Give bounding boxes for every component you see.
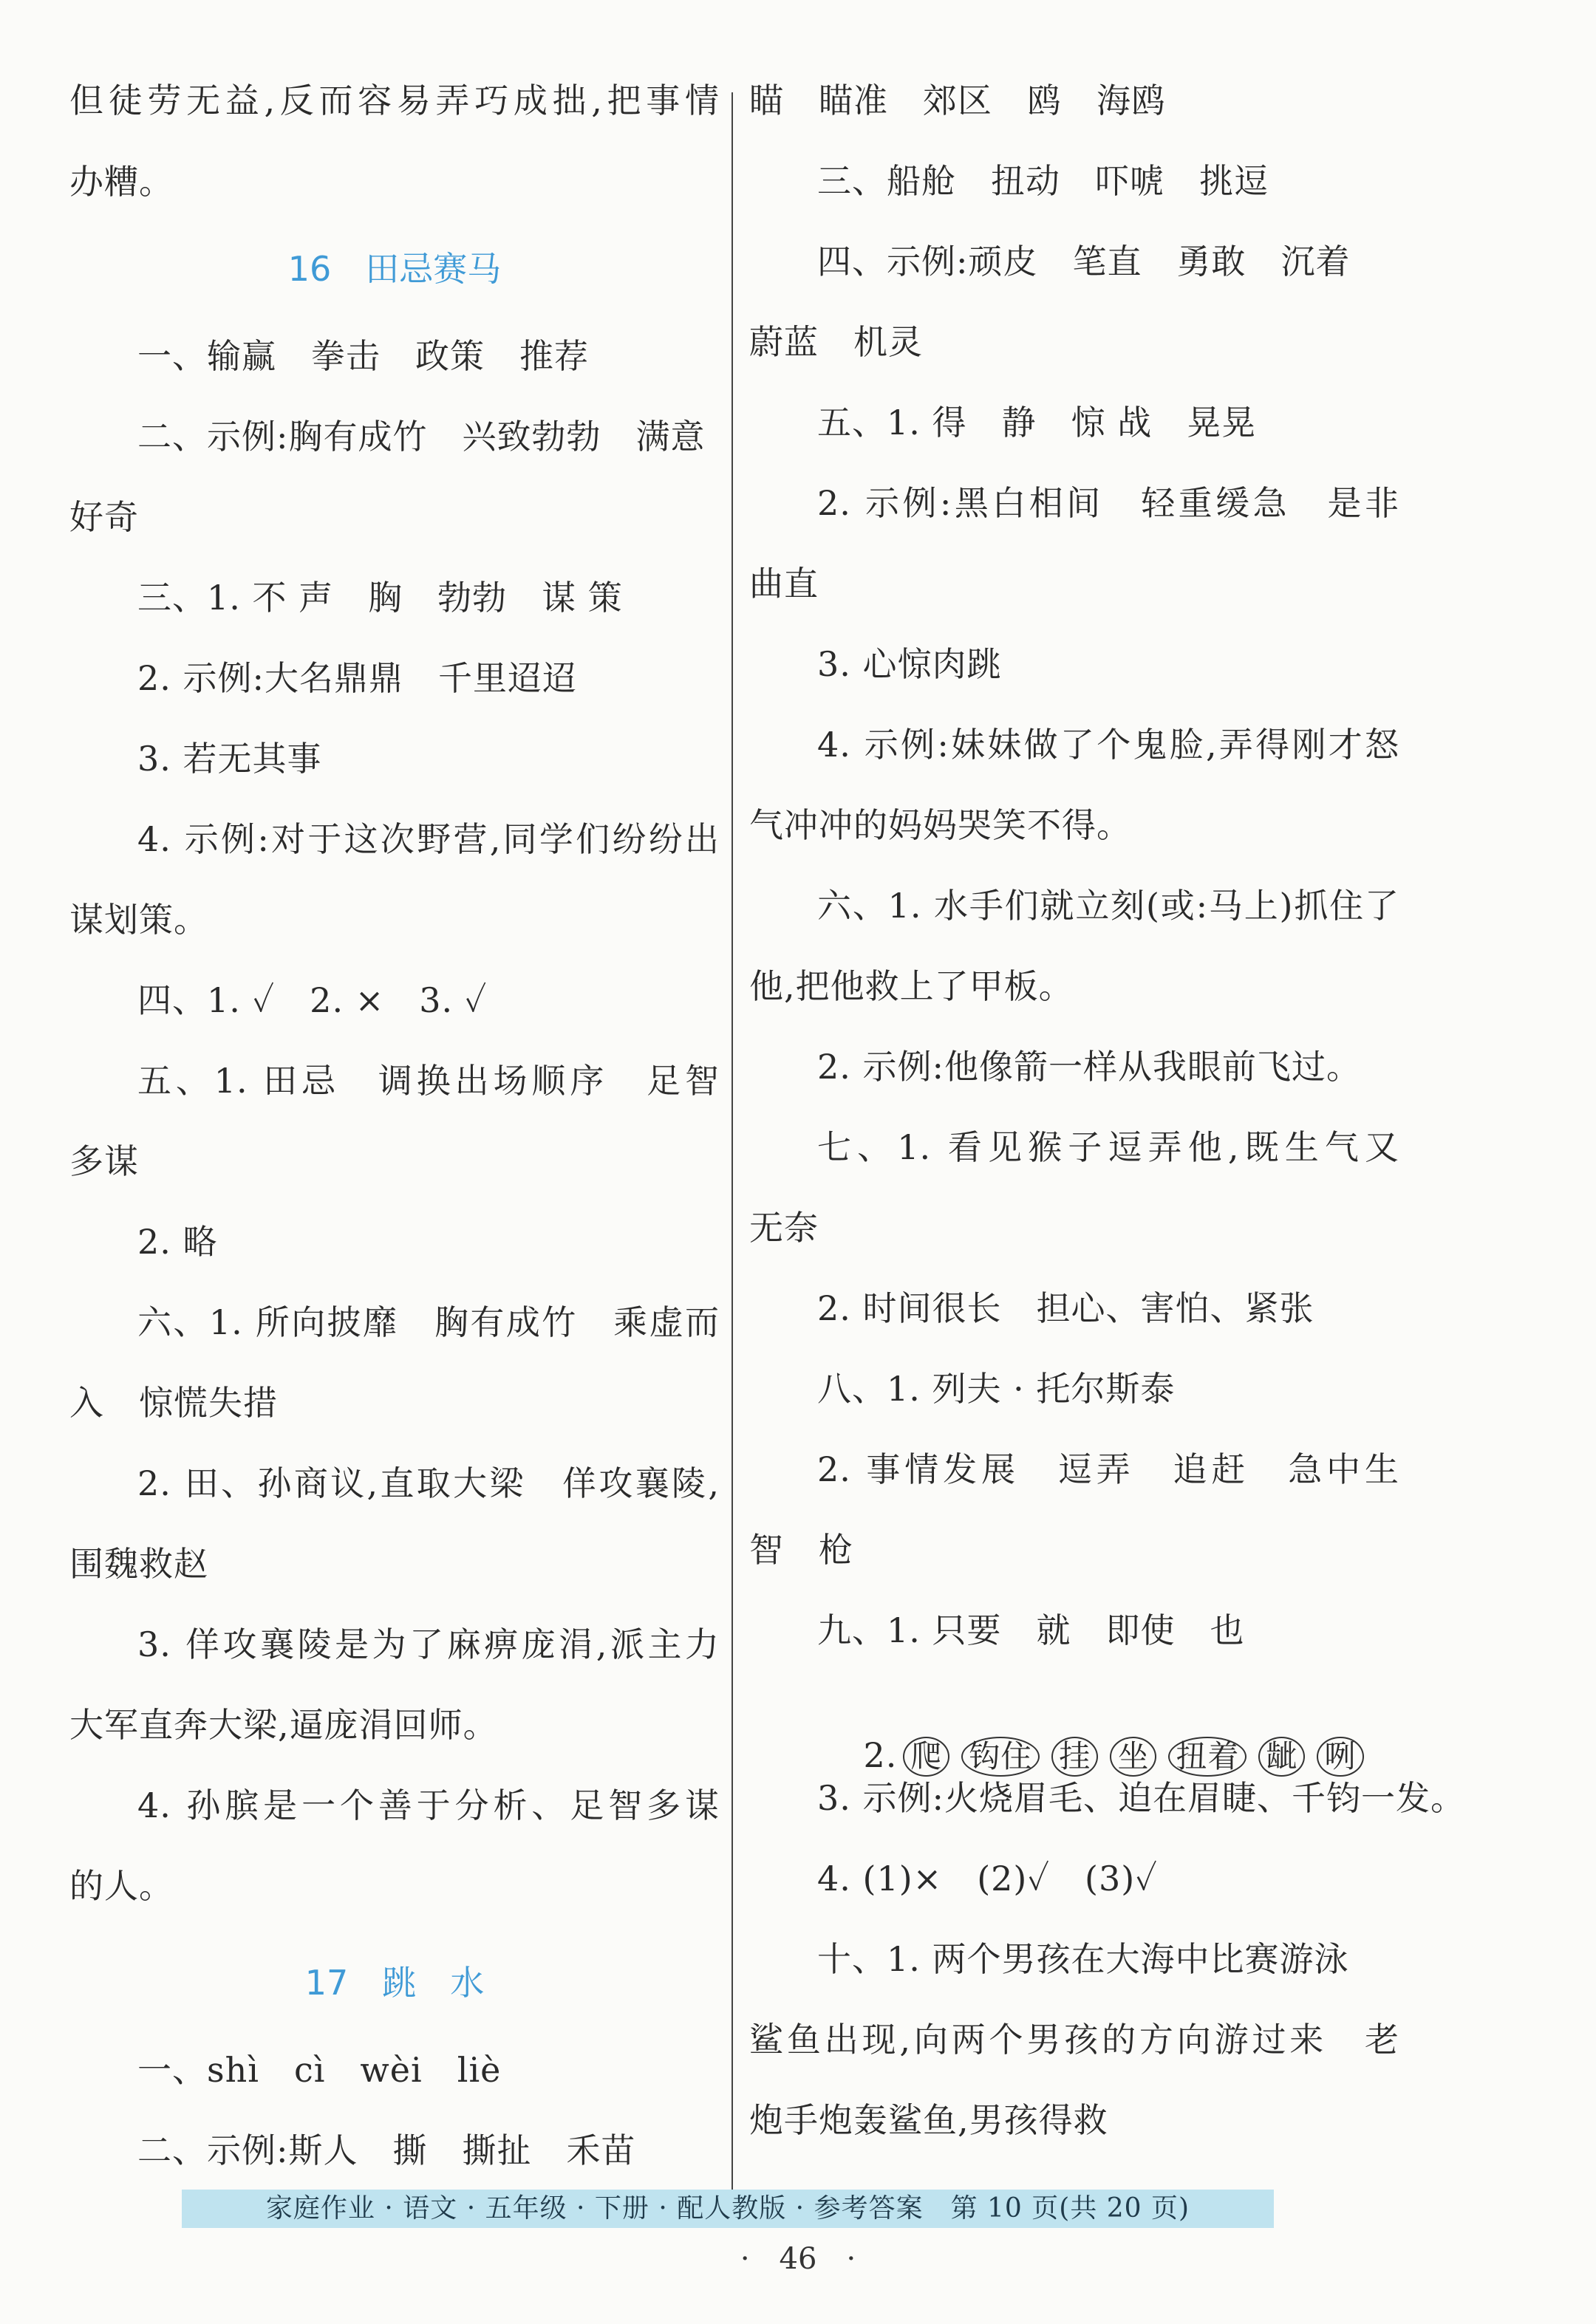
text-line: 六、1. 水手们就立刻(或:马上)抓住了: [817, 886, 1399, 926]
text-line: 五、1. 得 静 惊 战 晃晃: [817, 403, 1257, 442]
text-line: 4. 示例:妹妹做了个鬼脸,弄得刚才怒: [817, 725, 1399, 765]
text-line: 2. 示例:黑白相间 轻重缓急 是非: [817, 483, 1399, 523]
text-line: 3. 佯攻襄陵是为了麻痹庞涓,派主力: [137, 1624, 720, 1664]
item-number: 2.: [863, 1735, 898, 1775]
text-line: 2. 示例:大名鼎鼎 千里迢迢: [137, 658, 578, 698]
text-line: 3. 心惊肉跳: [817, 644, 1002, 684]
text-line: 好奇: [69, 497, 139, 537]
text-line: 三、船舱 扭动 吓唬 挑逗: [817, 161, 1269, 201]
text-line: 无奈: [749, 1208, 819, 1248]
text-line: 的人。: [69, 1866, 174, 1906]
text-line: 二、示例:斯人 撕 撕扯 禾苗: [137, 2130, 636, 2170]
circled-word: 钩住: [961, 1737, 1040, 1777]
column-divider: [732, 92, 733, 2194]
text-line: 四、1. ✓ 2. × 3. ✓: [137, 980, 488, 1020]
circled-word: 坐: [1110, 1737, 1156, 1777]
circled-word: 龇: [1258, 1737, 1305, 1777]
circled-word: 挂: [1051, 1737, 1098, 1777]
lesson-17-heading: 17 跳 水: [304, 1963, 485, 2003]
text-line: 4. 孙膑是一个善于分析、足智多谋: [137, 1785, 720, 1825]
text-line: 2. 时间很长 担心、害怕、紧张: [817, 1288, 1314, 1328]
text-line: 4. 示例:对于这次野营,同学们纷纷出: [137, 819, 720, 859]
text-line: 他,把他救上了甲板。: [749, 966, 1074, 1006]
lesson-16-heading: 16 田忌赛马: [287, 249, 502, 289]
text-line: 办糟。: [69, 162, 174, 202]
footer-banner: 家庭作业 · 语文 · 五年级 · 下册 · 配人教版 · 参考答案 第 10 页(共 20 页): [182, 2190, 1274, 2228]
text-line: 八、1. 列夫 · 托尔斯泰: [817, 1369, 1176, 1409]
text-line: 七、1. 看见猴子逗弄他,既生气又: [817, 1127, 1399, 1167]
text-line: 十、1. 两个男孩在大海中比赛游泳: [817, 1939, 1349, 1979]
circled-word: 扭着: [1168, 1737, 1247, 1777]
text-line: 3. 示例:火烧眉毛、迫在眉睫、千钧一发。: [817, 1778, 1466, 1818]
circled-word: 爬: [903, 1737, 949, 1777]
text-line: 炮手炮轰鲨鱼,男孩得救: [749, 2100, 1108, 2140]
text-line: 2. 示例:他像箭一样从我眼前飞过。: [817, 1047, 1362, 1087]
text-line: 围魏救赵: [69, 1544, 208, 1584]
text-line: 一、输赢 拳击 政策 推荐: [137, 336, 589, 376]
text-line: 气冲冲的妈妈哭笑不得。: [749, 805, 1131, 845]
text-line: 谋划策。: [69, 900, 208, 940]
text-line: 智 枪: [749, 1530, 853, 1570]
text-line: 多谋: [69, 1141, 139, 1181]
text-line: 鲨鱼出现,向两个男孩的方向游过来 老: [749, 2020, 1399, 2060]
text-line: 蔚蓝 机灵: [749, 322, 923, 362]
text-line: 曲直: [749, 564, 819, 604]
text-line: 六、1. 所向披靡 胸有成竹 乘虚而: [137, 1302, 720, 1342]
text-line: 2. 田、孙商议,直取大梁 佯攻襄陵,: [137, 1463, 720, 1503]
text-line: 但徒劳无益,反而容易弄巧成拙,把事情: [69, 81, 720, 120]
page-number: · 46 ·: [740, 2242, 856, 2276]
text-line: 四、示例:顽皮 笔直 勇敢 沉着: [817, 242, 1351, 281]
text-line: 瞄 瞄准 郊区 鸥 海鸥: [749, 81, 1166, 120]
text-line: 4. (1)× (2)✓ (3)✓: [817, 1859, 1158, 1898]
text-line: 2. 事情发展 逗弄 追赶 急中生: [817, 1449, 1399, 1489]
text-line: 二、示例:胸有成竹 兴致勃勃 满意: [137, 417, 706, 457]
text-line: 大军直奔大梁,逼庞涓回师。: [69, 1705, 498, 1745]
text-line: 三、1. 不 声 胸 勃勃 谋 策: [137, 578, 623, 618]
text-line: 2. 略: [137, 1222, 218, 1262]
text-line: 一、shì cì wèi liè: [137, 2050, 502, 2090]
text-line: 3. 若无其事: [137, 739, 322, 779]
circled-word: 咧: [1317, 1737, 1363, 1777]
text-line: 五、1. 田忌 调换出场顺序 足智: [137, 1061, 720, 1101]
text-line: 入 惊慌失措: [69, 1383, 278, 1423]
text-line: 九、1. 只要 就 即使 也: [817, 1610, 1245, 1650]
circled-words-line: [817, 1693, 1399, 1775]
